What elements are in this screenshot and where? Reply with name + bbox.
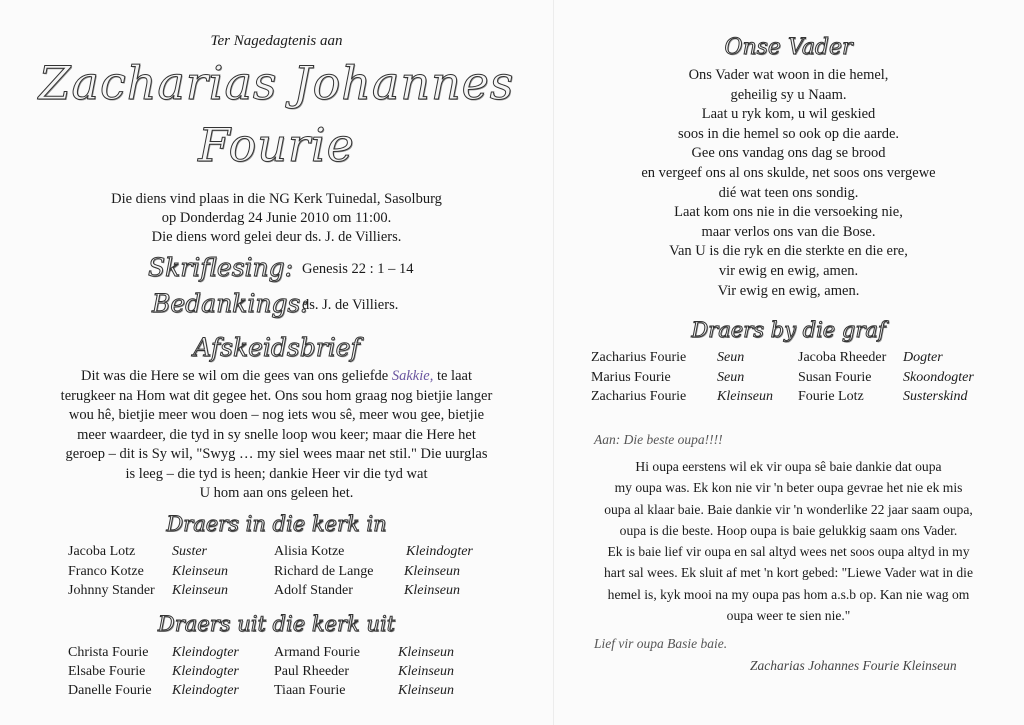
letter-line: my oupa was. Ek kon nie vir 'n beter oupa gevrae het nie ek mis — [614, 480, 963, 496]
letter-line: Hi oupa eerstens wil ek vir oupa sê baie dankie dat oupa — [635, 459, 942, 474]
prayer-text — [553, 66, 1024, 301]
thanks-label: Bedankings: — [152, 289, 309, 318]
farewell-line: is leeg – die tyd is heen; dankie Heer vir die tyd wat — [125, 465, 428, 482]
farewell-nickname: Sakkie, — [391, 368, 434, 384]
grave-bearers-heading: Draers by die graf — [691, 318, 886, 342]
prayer-line: Laat u ryk kom, u wil geskied — [701, 106, 876, 123]
prayer-line: maar verlos ons van die Bose. — [701, 223, 876, 240]
prayer-line: en vergeef ons al ons skulde, net soos ons vergewe — [641, 164, 936, 181]
reading-value: Genesis 22 : 1 – 14 — [302, 261, 414, 277]
prayer-line: Vir ewig en ewig, amen. — [717, 282, 860, 299]
thanks-value: ds. J. de Villiers. — [302, 297, 399, 313]
letter-line: oupa weer te sien nie." — [726, 608, 851, 624]
service-line: Die diens word gelei deur ds. J. de Villiers. — [151, 229, 402, 245]
prayer-line: geheilig sy u Naam. — [730, 86, 847, 103]
deceased-name-line2: Fourie — [198, 118, 355, 172]
letter-salutation: Aan: Die beste oupa!!!! — [594, 432, 723, 447]
letter-line: oupa al klaar baie. Baie dankie vir 'n wonderlike 22 jaar saam oupa, — [604, 501, 973, 517]
prayer-line: Ons Vader wat woon in die hemel, — [688, 67, 889, 83]
prayer-heading: Onse Vader — [724, 35, 853, 60]
letter-signature: Zacharias Johannes Fourie Kleinseun — [750, 658, 957, 673]
service-details — [0, 190, 553, 247]
farewell-line: U hom aan ons geleen het. — [199, 485, 354, 501]
prayer-line: Van U is die ryk en die sterkte en die ere, — [669, 243, 908, 260]
letter-body — [553, 456, 1024, 626]
in-memory-line: Ter Nagedagtenis aan — [210, 33, 343, 49]
letter-line: Ek is baie lief vir oupa en sal altyd wees net soos oupa altyd in my — [607, 544, 970, 560]
farewell-text — [0, 367, 553, 504]
letter-line: hart sal wees. Ek sluit af met 'n kort gebed: "Liewe Vader wat in die — [603, 565, 973, 581]
farewell-line: Dit was die Here se wil om die gees van ons geliefde Sakkie, te laat — [81, 368, 472, 384]
deceased-name-line1: Zacharias Johannes — [38, 56, 515, 110]
farewell-line: wou hê, bietjie meer wou doen – nog iets wou sê, meer wou gee, bietjie — [68, 407, 485, 423]
letter-closing: Lief vir oupa Basie baie. — [594, 636, 728, 651]
prayer-line: vir ewig en ewig, amen. — [718, 262, 859, 279]
memorial-card: Ter Nagedagtenis aan Zacharias Johannes Fourie Die diens vind plaas in die NG Kerk Tuinedal, Sasolburg op Donderdag 24 Junie 2010 om 11:00. Die diens word gelei deur ds. J. de Villiers. Skriflesing: Genesis 22 : 1 – 14 Bedankings: ds. J. de Villiers. Afskeidsbrief Dit was die Here se wil om die gees van ons geliefde Sakkie, te laat terugkeer na Hom wat dit gegee het. Ons sou hom graag nog bietjie langer wou hê, bietjie meer wou doen – nog iets wou sê, meer wou gee, bietjie meer waardeer, die tyd in sy snelle loop wou keer; maar die Here het geroep – dit is Sy wil, "Swyg … my siel wees maar net stil." Die uurglas is leeg – die tyd is heen; dankie Heer vir die tyd wat U hom aan ons geleen het. Draers in die kerk in Jacoba Lotz Suster Alisia Kotze Kleindogter Franco Kotze Kleinseun Richard de Lange Kleinseun Johnny Stander Kleinseun Adolf Stander Kleinseun Draers uit die kerk uit Christa Fourie Kleindogter Armand Fourie Kleinseun Elsabe Fourie Kleindogter Paul Rheeder Kleinseun Danelle Fourie Kleindogter Tiaan Fourie Kleinseun Onse Vader Ons Vader wat woon in die hemel, geheilig sy u Naam. Laat u ryk kom, u wil geskied soos in die hemel so ook op die aarde. Gee ons vandag ons dag se brood en vergeef ons al ons skulde, net soos ons vergewe dié wat teen ons sondig. Laat kom ons nie in die versoeking nie, maar verlos ons van die Bose. Van U is die ryk en die sterkte en die ere, vir ewig en ewig, amen. Vir ewig en ewig, amen. Draers by die graf Zacharius Fourie Seun Jacoba Rheeder Dogter Marius Fourie Seun Susan Fourie Skoondogter Zacharius Fourie Kleinseun Fourie Lotz Susterskind Aan: Die beste oupa!!!! Hi oupa eerstens wil ek vir oupa sê baie dankie dat oupa my oupa was. Ek kon nie vir 'n beter oupa gevrae het nie ek mis oupa al klaar baie. Baie dankie vir 'n wonderlike 22 jaar saam oupa, oupa is die beste. Hoop oupa is baie gelukkig saam ons Vader. Ek is baie lief vir oupa en sal altyd wees net soos oupa altyd in my hart sal wees. Ek sluit af met 'n kort gebed: "Liewe Vader wat in die hemel is, kyk mooi na my oupa pas hom a.s.b op. Kan nie wag om oupa weer te sien nie." Lief vir oupa Basie baie. Zacharias Johannes Fourie Kleinseun — [0, 0, 1024, 725]
service-line: Die diens vind plaas in die NG Kerk Tuinedal, Sasolburg — [111, 191, 442, 207]
service-line: op Donderdag 24 Junie 2010 om 11:00. — [161, 210, 392, 226]
farewell-line: meer waardeer, die tyd in sy snelle loop wou keer; maar die Here het — [77, 426, 476, 443]
farewell-line: terugkeer na Hom wat dit gegee het. Ons sou hom graag nog bietjie langer — [60, 387, 493, 404]
letter-line: hemel is, kyk mooi na my oupa pas hom a.s.b op. Kan nie wag om — [607, 586, 970, 602]
letter-line: oupa is die beste. Hoop oupa is baie gelukkig saam ons Vader. — [619, 522, 958, 538]
bearers-in-heading: Draers in die kerk in — [166, 512, 387, 536]
prayer-line: soos in die hemel so ook op die aarde. — [677, 125, 900, 142]
reading-label: Skriflesing: — [148, 253, 294, 282]
farewell-heading: Afskeidsbrief — [193, 333, 360, 362]
prayer-line: Gee ons vandag ons dag se brood — [691, 145, 886, 162]
prayer-line: Laat kom ons nie in die versoeking nie, — [674, 204, 903, 221]
farewell-line: geroep – dit is Sy wil, "Swyg … my siel wees maar net stil." Die uurglas — [65, 446, 488, 462]
prayer-line: dié wat teen ons sondig. — [718, 184, 859, 201]
bearers-out-heading: Draers uit die kerk uit — [157, 612, 396, 636]
